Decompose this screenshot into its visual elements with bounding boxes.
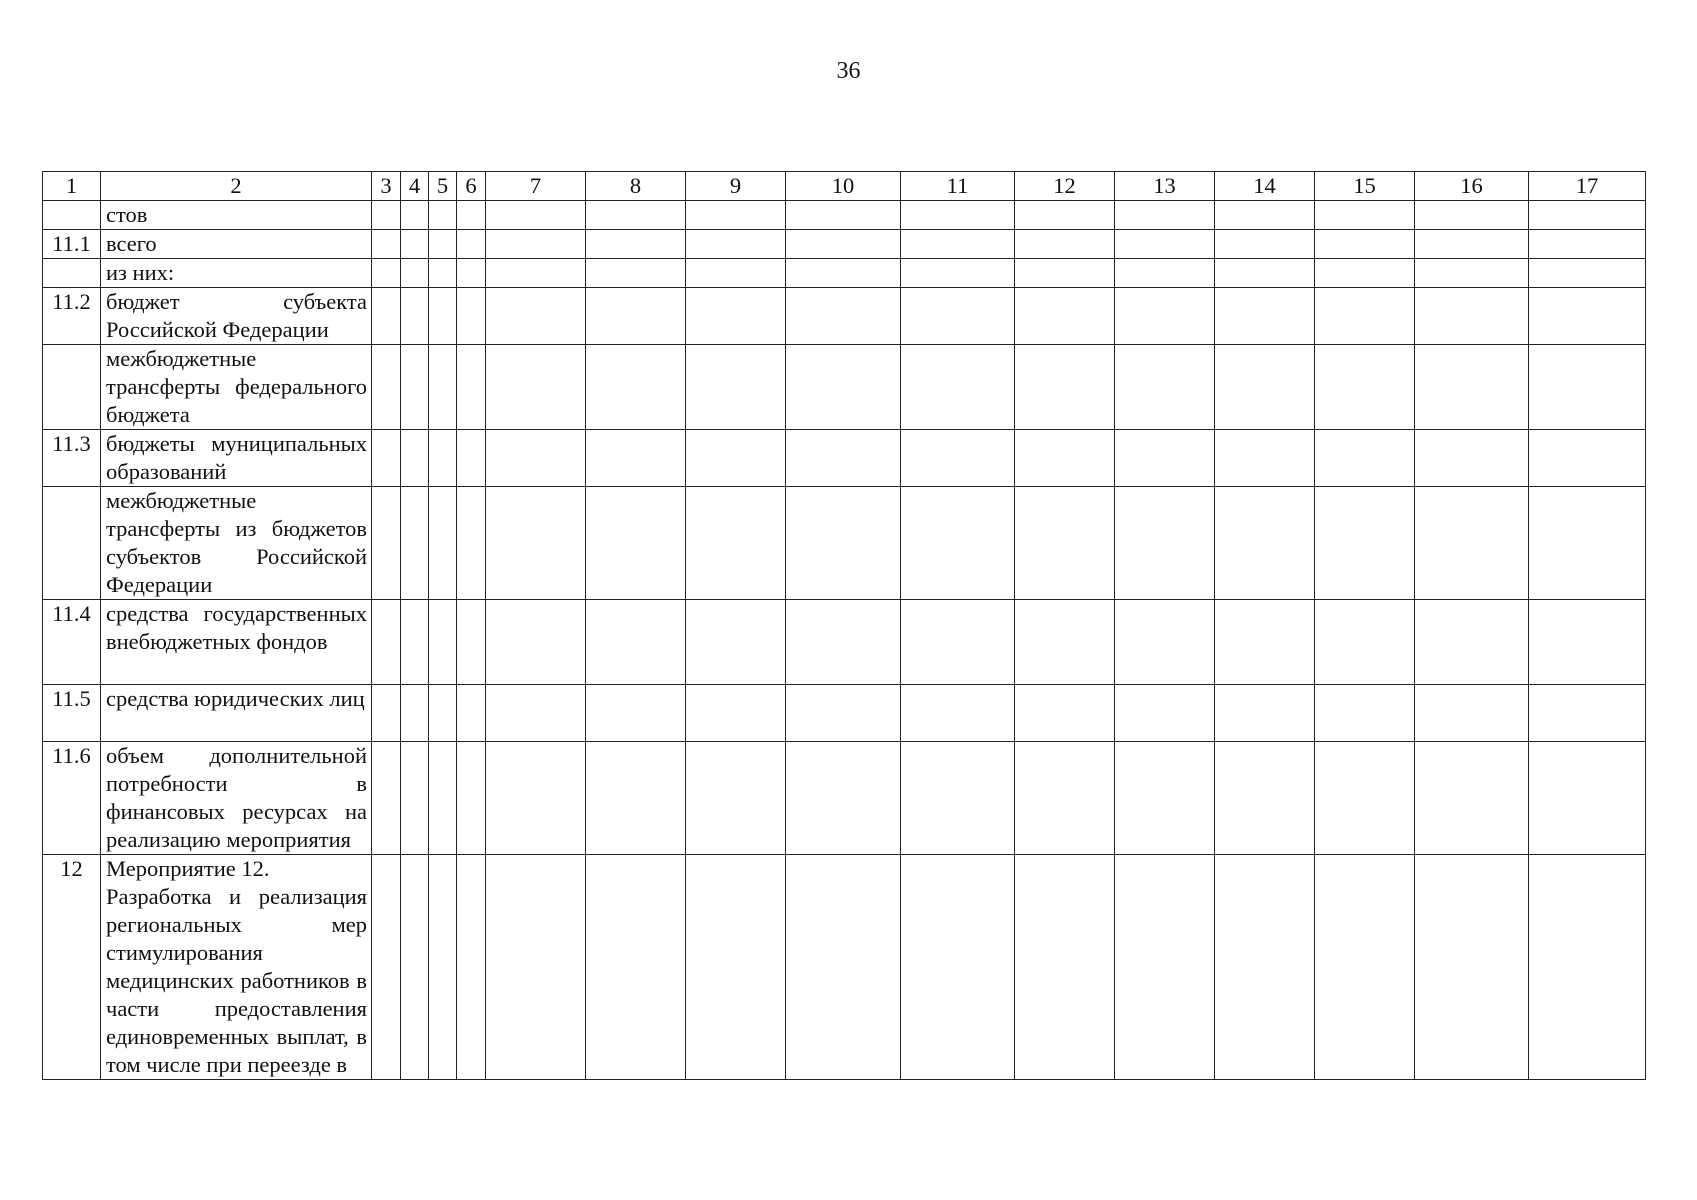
empty-cell: [786, 600, 901, 685]
empty-cell: [1215, 430, 1315, 487]
empty-cell: [1015, 201, 1115, 230]
empty-cell: [1215, 230, 1315, 259]
empty-cell: [1115, 742, 1215, 855]
empty-cell: [1115, 259, 1215, 288]
empty-cell: [901, 230, 1015, 259]
empty-cell: [1529, 430, 1646, 487]
empty-cell: [457, 201, 486, 230]
row-description: средства государственных внебюджетных фондов: [101, 600, 372, 685]
empty-cell: [1415, 855, 1529, 1080]
empty-cell: [1415, 685, 1529, 742]
empty-cell: [1415, 259, 1529, 288]
empty-cell: [372, 288, 401, 345]
empty-cell: [1015, 742, 1115, 855]
row-number: 11.6: [43, 742, 101, 855]
empty-cell: [372, 855, 401, 1080]
row-description: средства юридических лиц: [101, 685, 372, 742]
empty-cell: [1115, 685, 1215, 742]
column-number: 7: [486, 172, 586, 201]
empty-cell: [429, 855, 457, 1080]
empty-cell: [1015, 600, 1115, 685]
empty-cell: [401, 600, 429, 685]
empty-cell: [401, 685, 429, 742]
row-description: из них:: [101, 259, 372, 288]
empty-cell: [686, 855, 786, 1080]
empty-cell: [1015, 230, 1115, 259]
empty-cell: [486, 230, 586, 259]
empty-cell: [1315, 201, 1415, 230]
empty-cell: [1315, 742, 1415, 855]
empty-cell: [786, 288, 901, 345]
empty-cell: [901, 742, 1015, 855]
empty-cell: [586, 430, 686, 487]
row-description: Мероприятие 12. Разработка и реализация региональных мер стимулирования медицинских работников в части предоставления единовременных выплат, в том числе при переезде в: [101, 855, 372, 1080]
empty-cell: [1415, 345, 1529, 430]
table-row: [43, 345, 1646, 430]
empty-cell: [372, 345, 401, 430]
empty-cell: [786, 430, 901, 487]
empty-cell: [1315, 430, 1415, 487]
empty-cell: [1315, 345, 1415, 430]
empty-cell: [586, 685, 686, 742]
row-number: [43, 487, 101, 600]
empty-cell: [429, 230, 457, 259]
empty-cell: [457, 487, 486, 600]
empty-cell: [372, 201, 401, 230]
empty-cell: [1015, 430, 1115, 487]
empty-cell: [457, 230, 486, 259]
column-number: 12: [1015, 172, 1115, 201]
row-description: межбюджетные трансферты из бюджетов субъектов Российской Федерации: [101, 487, 372, 600]
row-number: [43, 201, 101, 230]
empty-cell: [586, 742, 686, 855]
empty-cell: [486, 487, 586, 600]
empty-cell: [901, 685, 1015, 742]
empty-cell: [429, 201, 457, 230]
empty-cell: [1115, 230, 1215, 259]
empty-cell: [1415, 600, 1529, 685]
empty-cell: [1115, 201, 1215, 230]
table-row: [43, 259, 1646, 288]
empty-cell: [401, 742, 429, 855]
empty-cell: [429, 430, 457, 487]
empty-cell: [1529, 230, 1646, 259]
row-number: [43, 345, 101, 430]
empty-cell: [429, 685, 457, 742]
empty-cell: [1015, 288, 1115, 345]
empty-cell: [686, 288, 786, 345]
empty-cell: [457, 259, 486, 288]
column-number: 9: [686, 172, 786, 201]
financing-table: [42, 171, 1646, 1080]
empty-cell: [1015, 487, 1115, 600]
empty-cell: [686, 430, 786, 487]
empty-cell: [1115, 487, 1215, 600]
empty-cell: [1215, 855, 1315, 1080]
empty-cell: [429, 288, 457, 345]
empty-cell: [401, 230, 429, 259]
table-row: [43, 742, 1646, 855]
empty-cell: [486, 600, 586, 685]
empty-cell: [486, 855, 586, 1080]
empty-cell: [1529, 288, 1646, 345]
empty-cell: [372, 600, 401, 685]
column-number: 16: [1415, 172, 1529, 201]
empty-cell: [786, 685, 901, 742]
empty-cell: [372, 685, 401, 742]
empty-cell: [786, 487, 901, 600]
empty-cell: [586, 345, 686, 430]
empty-cell: [1529, 600, 1646, 685]
row-number: 12: [43, 855, 101, 1080]
empty-cell: [901, 430, 1015, 487]
empty-cell: [1215, 259, 1315, 288]
empty-cell: [457, 430, 486, 487]
empty-cell: [1315, 487, 1415, 600]
empty-cell: [786, 345, 901, 430]
empty-cell: [486, 430, 586, 487]
empty-cell: [786, 855, 901, 1080]
empty-cell: [429, 259, 457, 288]
empty-cell: [1215, 345, 1315, 430]
column-number: 14: [1215, 172, 1315, 201]
table-row: [43, 487, 1646, 600]
table-row: [43, 230, 1646, 259]
column-number: 15: [1315, 172, 1415, 201]
empty-cell: [1315, 855, 1415, 1080]
empty-cell: [1215, 685, 1315, 742]
empty-cell: [486, 259, 586, 288]
empty-cell: [586, 288, 686, 345]
column-number: 2: [101, 172, 372, 201]
empty-cell: [401, 288, 429, 345]
empty-cell: [586, 600, 686, 685]
column-number: 8: [586, 172, 686, 201]
row-number: [43, 259, 101, 288]
empty-cell: [586, 230, 686, 259]
page-number: 36: [836, 58, 861, 84]
empty-cell: [401, 487, 429, 600]
empty-cell: [686, 487, 786, 600]
empty-cell: [1315, 259, 1415, 288]
column-number: 13: [1115, 172, 1215, 201]
empty-cell: [586, 487, 686, 600]
empty-cell: [1015, 345, 1115, 430]
empty-cell: [486, 742, 586, 855]
empty-cell: [686, 259, 786, 288]
empty-cell: [901, 201, 1015, 230]
empty-cell: [1415, 430, 1529, 487]
empty-cell: [457, 600, 486, 685]
empty-cell: [1415, 201, 1529, 230]
empty-cell: [1415, 487, 1529, 600]
column-number: 5: [429, 172, 457, 201]
column-number: 1: [43, 172, 101, 201]
empty-cell: [457, 288, 486, 345]
empty-cell: [1529, 259, 1646, 288]
empty-cell: [586, 259, 686, 288]
column-number: 6: [457, 172, 486, 201]
empty-cell: [786, 742, 901, 855]
row-number: 11.2: [43, 288, 101, 345]
empty-cell: [1529, 855, 1646, 1080]
column-number: 10: [786, 172, 901, 201]
row-description: стов: [101, 201, 372, 230]
empty-cell: [686, 345, 786, 430]
empty-cell: [901, 600, 1015, 685]
row-description: межбюджетные трансферты федерального бюджета: [101, 345, 372, 430]
empty-cell: [372, 430, 401, 487]
empty-cell: [786, 201, 901, 230]
empty-cell: [901, 259, 1015, 288]
empty-cell: [1415, 230, 1529, 259]
empty-cell: [1529, 742, 1646, 855]
empty-cell: [1215, 742, 1315, 855]
empty-cell: [486, 288, 586, 345]
empty-cell: [372, 230, 401, 259]
empty-cell: [457, 742, 486, 855]
empty-cell: [586, 201, 686, 230]
empty-cell: [401, 430, 429, 487]
empty-cell: [1215, 288, 1315, 345]
empty-cell: [1315, 288, 1415, 345]
table-row: [43, 201, 1646, 230]
empty-cell: [686, 742, 786, 855]
column-number: 4: [401, 172, 429, 201]
column-number: 11: [901, 172, 1015, 201]
table-row: [43, 855, 1646, 1080]
empty-cell: [786, 259, 901, 288]
empty-cell: [372, 487, 401, 600]
empty-cell: [1115, 600, 1215, 685]
empty-cell: [457, 685, 486, 742]
empty-cell: [786, 230, 901, 259]
empty-cell: [486, 345, 586, 430]
row-description: объем дополнительной потребности в финансовых ресурсах на реализацию мероприятия: [101, 742, 372, 855]
empty-cell: [901, 345, 1015, 430]
empty-cell: [429, 487, 457, 600]
empty-cell: [901, 855, 1015, 1080]
column-number: 17: [1529, 172, 1646, 201]
empty-cell: [429, 345, 457, 430]
row-number: 11.1: [43, 230, 101, 259]
empty-cell: [1315, 685, 1415, 742]
empty-cell: [372, 742, 401, 855]
row-number: 11.3: [43, 430, 101, 487]
row-description: бюджеты муниципальных образований: [101, 430, 372, 487]
empty-cell: [1115, 288, 1215, 345]
table-row: [43, 685, 1646, 742]
row-description: всего: [101, 230, 372, 259]
empty-cell: [1215, 201, 1315, 230]
empty-cell: [486, 685, 586, 742]
empty-cell: [401, 259, 429, 288]
empty-cell: [686, 201, 786, 230]
table-row: [43, 600, 1646, 685]
empty-cell: [901, 487, 1015, 600]
empty-cell: [1015, 685, 1115, 742]
empty-cell: [901, 288, 1015, 345]
empty-cell: [1015, 855, 1115, 1080]
empty-cell: [401, 201, 429, 230]
empty-cell: [1215, 600, 1315, 685]
row-description: бюджет субъекта Российской Федерации: [101, 288, 372, 345]
table-row: [43, 430, 1646, 487]
empty-cell: [686, 685, 786, 742]
empty-cell: [1115, 855, 1215, 1080]
empty-cell: [1529, 345, 1646, 430]
empty-cell: [457, 345, 486, 430]
empty-cell: [1415, 742, 1529, 855]
row-number: 11.4: [43, 600, 101, 685]
empty-cell: [401, 345, 429, 430]
empty-cell: [1315, 600, 1415, 685]
empty-cell: [486, 201, 586, 230]
empty-cell: [1115, 345, 1215, 430]
empty-cell: [1529, 487, 1646, 600]
empty-cell: [1315, 230, 1415, 259]
empty-cell: [1415, 288, 1529, 345]
empty-cell: [1529, 685, 1646, 742]
empty-cell: [586, 855, 686, 1080]
empty-cell: [1215, 487, 1315, 600]
row-number: 11.5: [43, 685, 101, 742]
empty-cell: [686, 230, 786, 259]
empty-cell: [1115, 430, 1215, 487]
empty-cell: [686, 600, 786, 685]
column-number-row: [43, 172, 1646, 201]
empty-cell: [429, 600, 457, 685]
empty-cell: [372, 259, 401, 288]
empty-cell: [1529, 201, 1646, 230]
empty-cell: [1015, 259, 1115, 288]
empty-cell: [401, 855, 429, 1080]
empty-cell: [457, 855, 486, 1080]
empty-cell: [429, 742, 457, 855]
column-number: 3: [372, 172, 401, 201]
table-row: [43, 288, 1646, 345]
